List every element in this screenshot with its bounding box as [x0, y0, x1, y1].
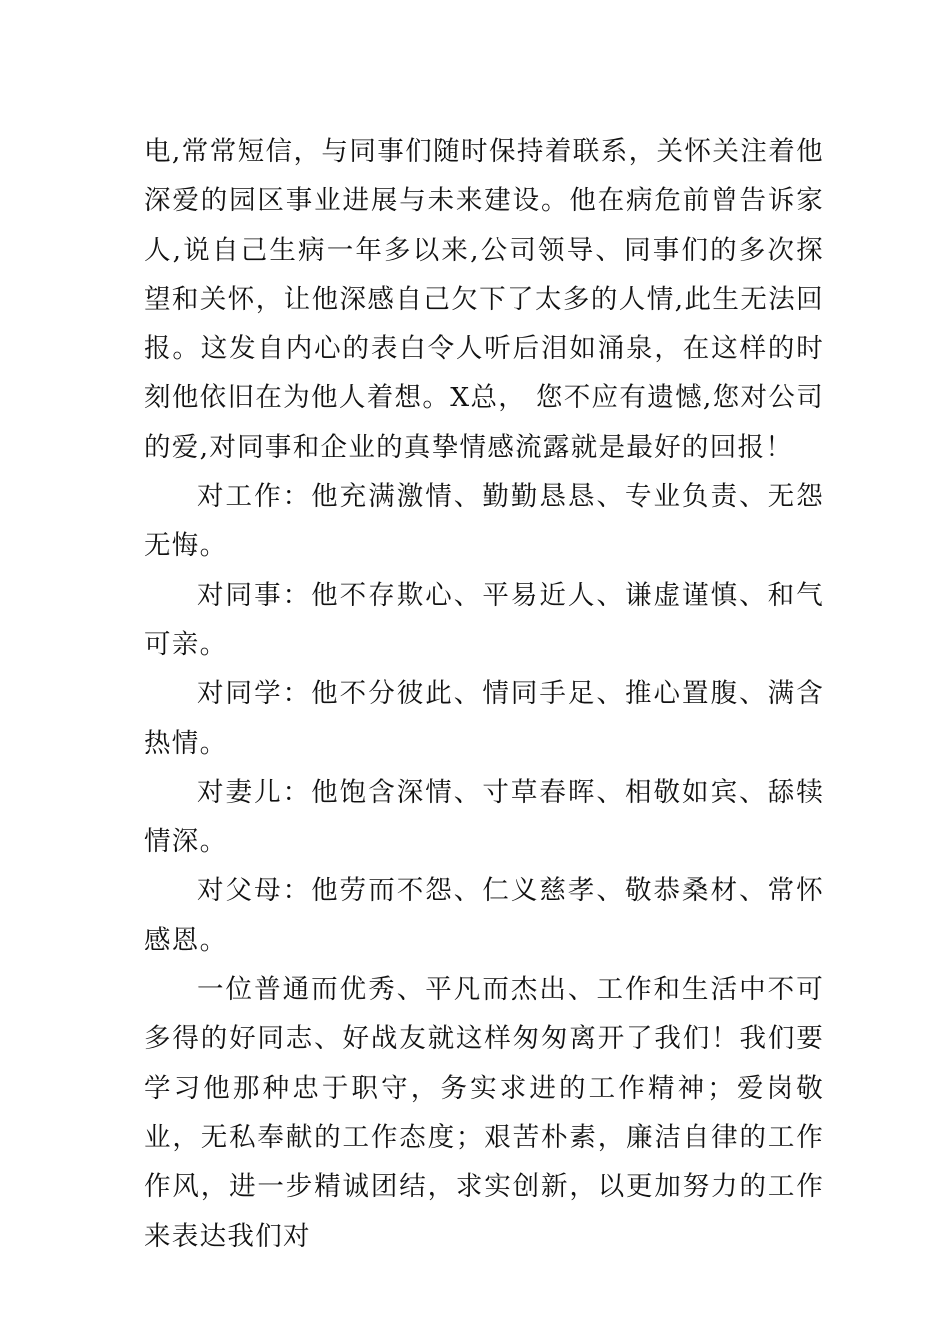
paragraph-family: 对妻儿：他饱含深情、寸草春晖、相敬如宾、舔犊情深。 [144, 776, 824, 858]
paragraph-closing: 一位普通而优秀、平凡而杰出、工作和生活中不可多得的好同志、好战友就这样匆匆离开了我们！我们要学习他那种忠于职守，务实求进的工作精神；爱岗敬业，无私奉献的工作态度；艰苦朴素，廉洁自律的工作作风，进一步精诚团结，求实创新，以更加努力的工作来表达我们对 [144, 974, 824, 1252]
document-body [144, 127, 824, 1261]
paragraph-work: 对工作：他充满激情、勤勤恳恳、专业负责、无怨无悔。 [144, 481, 824, 562]
paragraph-classmates: 对同学：他不分彼此、情同手足、推心置腹、满含热情。 [144, 678, 824, 759]
paragraph-colleagues: 对同事：他不存欺心、平易近人、谦虚谨慎、和气可亲。 [144, 579, 824, 660]
paragraph-continuation: 电,常常短信，与同事们随时保持着联系，关怀关注着他深爱的园区事业进展与未来建设。他在病危前曾告诉家人,说自己生病一年多以来,公司领导、同事们的多次探望和关怀，让他深感自己欠下了太多的人情,此生无法回报。这发自内心的表白令人听后泪如涌泉，在这样的时刻他依旧在为他人着想。X总， 您不应有遗憾,您对公司的爱,对同事和企业的真挚情感流露就是最好的回报！ [144, 136, 824, 463]
paragraph-parents: 对父母：他劳而不怨、仁义慈孝、敬恭桑材、常怀感恩。 [144, 875, 824, 956]
